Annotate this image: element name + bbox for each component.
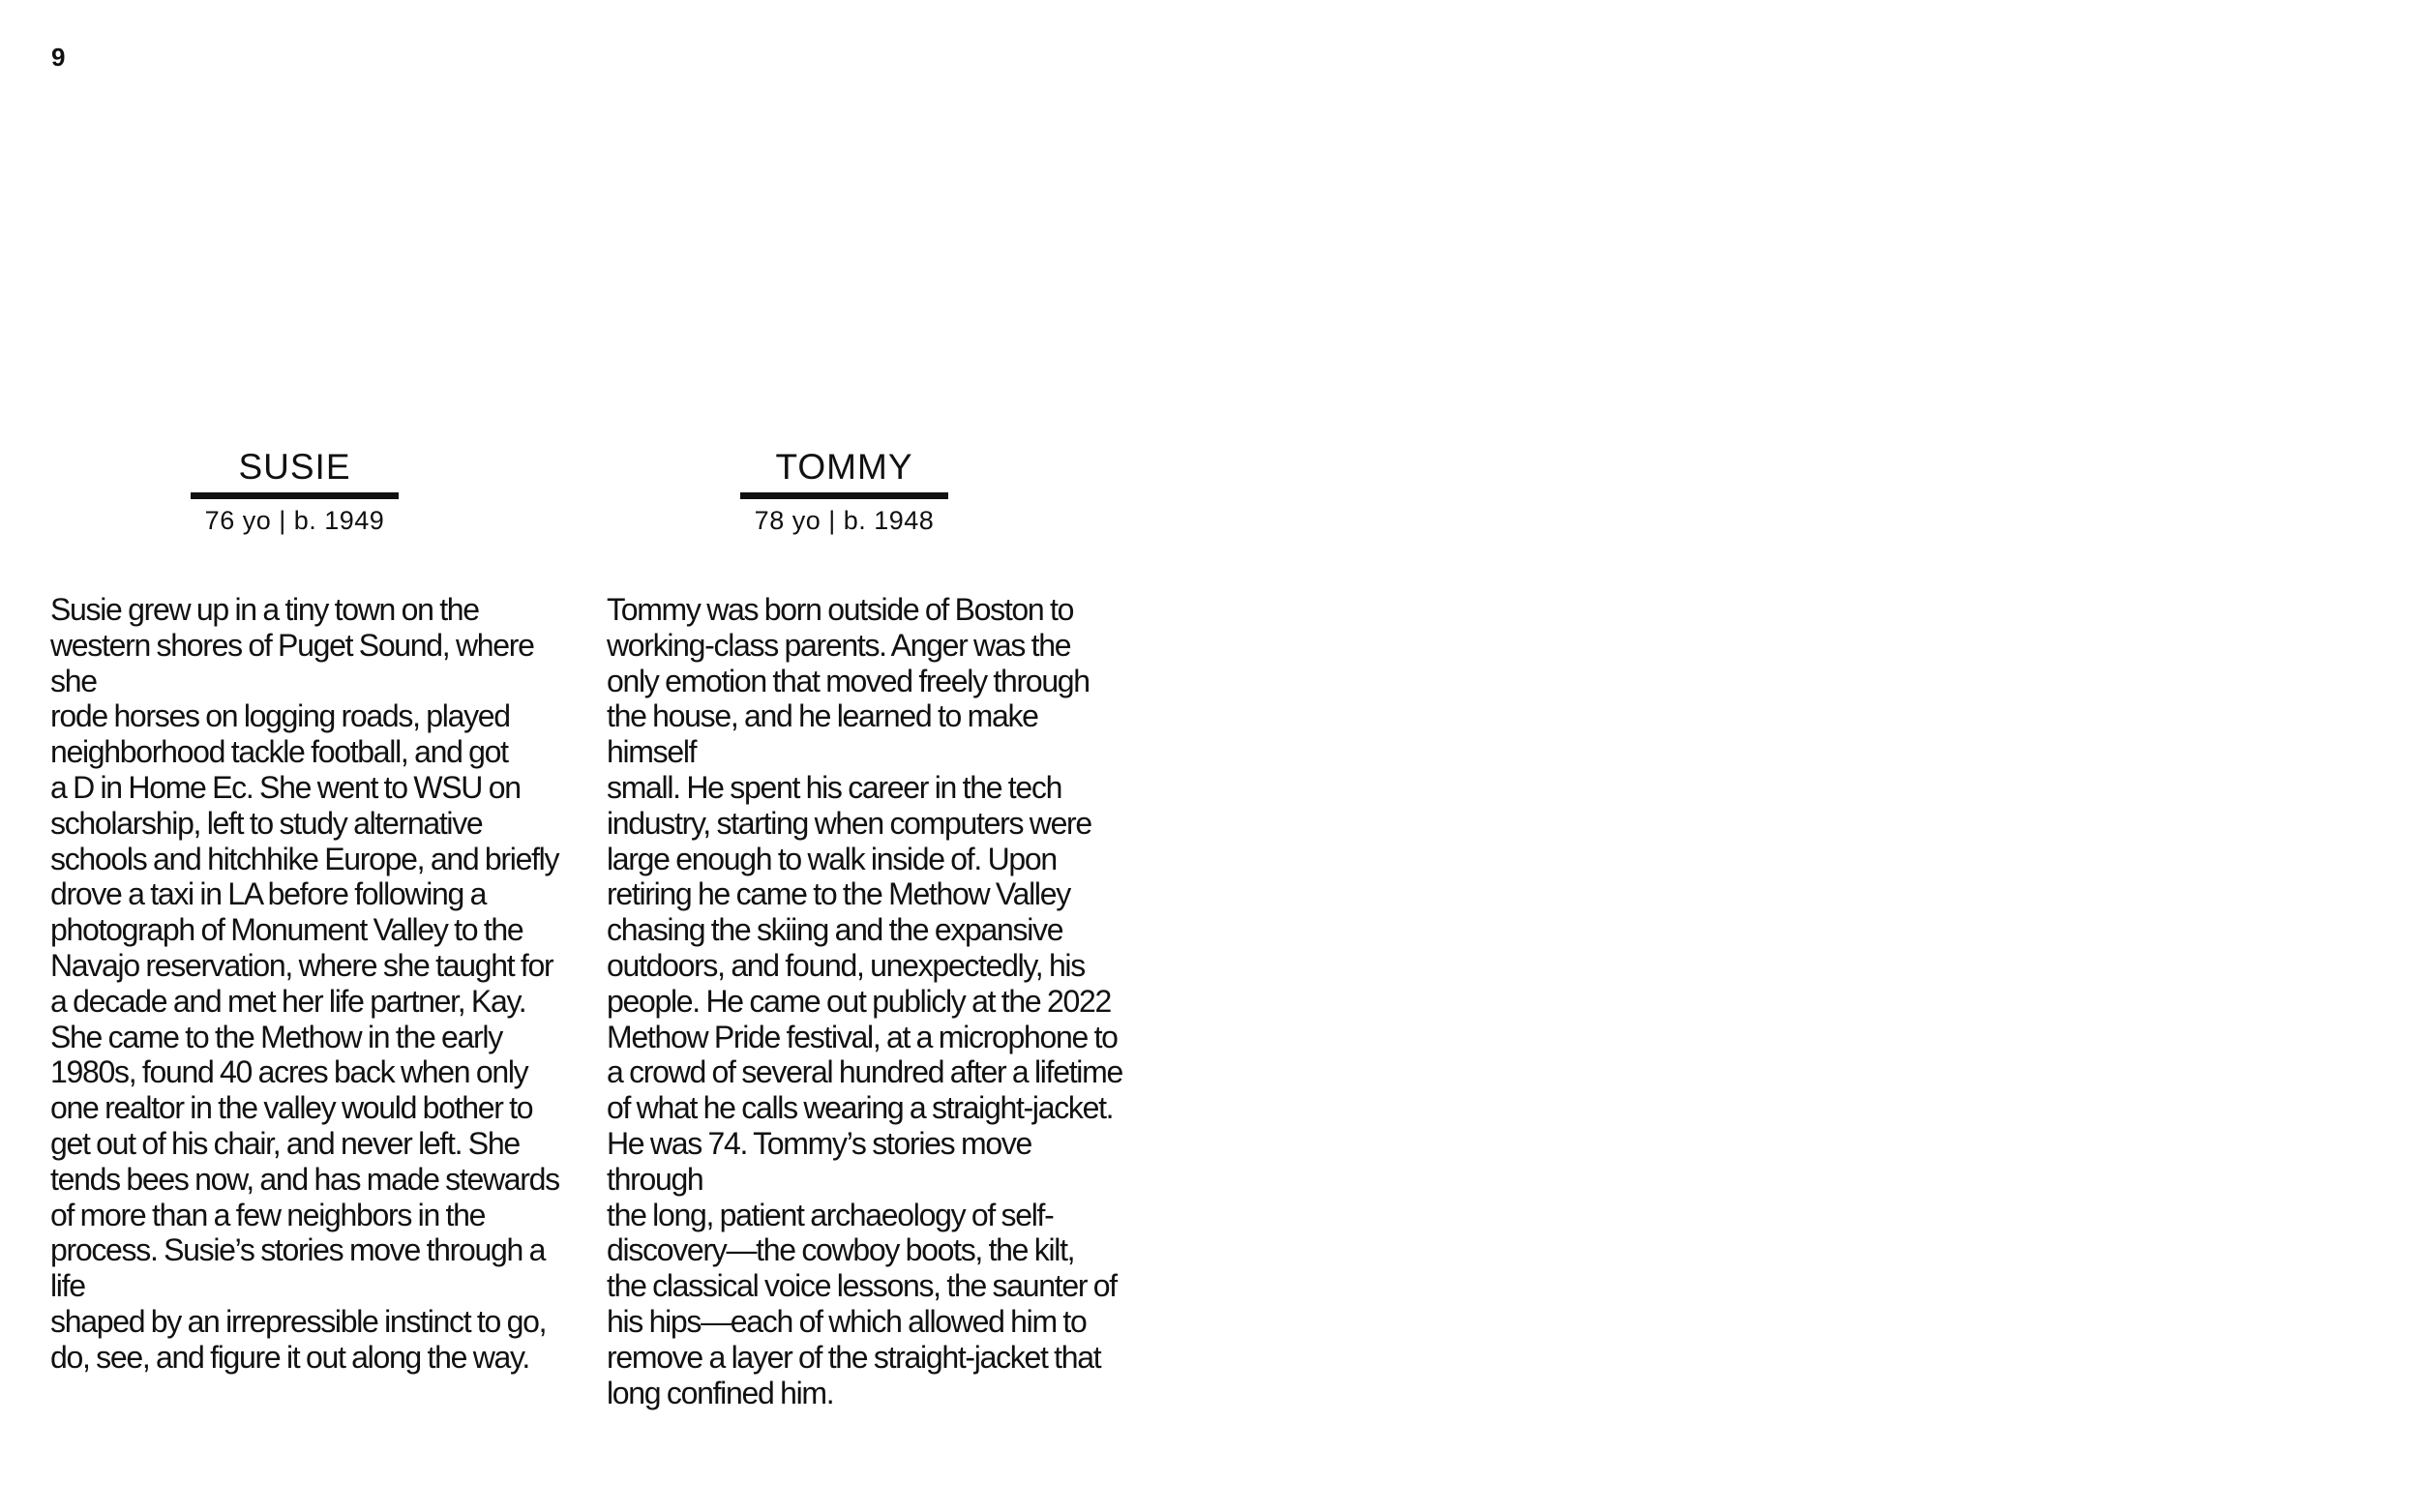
profile-age: 76 yo | b. 1949 [204, 506, 385, 535]
profile-bio: Susie grew up in a tiny town on the western shores of Puget Sound, where she rode horses on logging roads, played neighborhood tackle football, and got a D in Home Ec. She went to WSU on scholarship, left to study alternative schools and hitchhike Europe, and briefly drove a taxi in LA before following a photograph of Monument Valley to the Navajo reservation, where she taught for a decade and met her life partner, Kay. She came to the Methow in the early 1980s, found 40 acres back when only one realtor in the valley would bother to get out of his chair, and never left. She tends bees now, and has made stewards of more than a few neighbors in the process. Susie’s stories move through a life shaped by an irrepressible instinct to go, do, see, and figure it out along the way. [50, 592, 559, 1375]
name-underline [191, 492, 399, 499]
profile-header [191, 449, 399, 534]
profile-age: 78 yo | b. 1948 [754, 506, 935, 535]
profile-name: SUSIE [238, 447, 351, 487]
profile-header [740, 449, 948, 534]
page-number: 9 [51, 43, 66, 72]
profile-name: TOMMY [775, 447, 913, 487]
name-underline [740, 492, 948, 499]
profile-bio: Tommy was born outside of Boston to working-class parents. Anger was the only emotion that moved freely through the house, and he learned to make himself small. He spent his career in the tech industry, starting when computers were large enough to walk inside of. Upon retiring he came to the Methow Valley chasing the skiing and the expansive outdoors, and found, unexpectedly, his people. He came out publicly at the 2022 Methow Pride festival, at a microphone to a crowd of several hundred after a lifetime of what he calls wearing a straight-jacket. He was 74. Tommy’s stories move through the long, patient archaeology of self- discovery—the cowboy boots, the kilt, the classical voice lessons, the saunter of his hips—each of which allowed him to remove a layer of the straight-jacket that long confined him. [607, 592, 1122, 1410]
